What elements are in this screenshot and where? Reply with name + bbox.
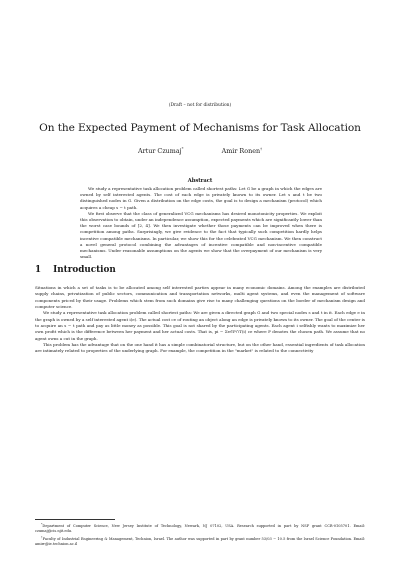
abstract-paragraph: We first observe that the class of generalized VCG mechanisms has desired monotonicity properties. We exploit this observation to obtain, under an independence assumption, expected payments which are significantly lower than the worst case bounds of [2, 4]. We then investigate whether those payments can be improved when there is competition among paths. Surprisingly, we give evidence to the fact that typically such competition hardly helps incentive compatible mechanisms. In particular, we show this for the celebrated VCG mechanism. We then construct a novel general protocol combining the advantages of incentive compatible and non-incentive compatible mechanisms. Under reasonable assumptions on the agents we show that the overpayment of our mechanism is very small. [80, 210, 322, 260]
section-heading [35, 265, 116, 275]
footnote-rule [35, 519, 115, 520]
author-mark: * [181, 146, 184, 151]
footnote [35, 522, 365, 535]
footnote-mark: † [41, 534, 43, 539]
body-paragraph: This problem has the advantage that on the one hand it has a simple combinatorial structure, but on the other hand, essential ingredients of task allocation are intimately related to properties of the underlying graph. For example, the competition in the "market" is related to the connectivity [35, 342, 365, 354]
footnote-text: Department of Computer Science, New Jersey Institute of Technology, Newark, NJ 07102, USA. Research supported in part by NSF grant CCR-0105701. Email: czumaj@cis.njit.edu. [35, 524, 365, 534]
section-title: Introduction [53, 265, 116, 275]
section-body [35, 285, 365, 355]
footnote-mark: * [41, 522, 43, 526]
paper-title: On the Expected Payment of Mechanisms for Task Allocation [39, 122, 361, 134]
body-paragraph: Situations in which a set of tasks is to be allocated among self interested parties appear in many economic domains. Among the examples are distributed supply chains, privatization of public sectors, communication and transportation networks, multi agent systems, and even the management of software components priced by their usage. Problems which stem from such domains give rise to many challenging questions on the border of mechanism design and computer science. [35, 285, 365, 310]
section-number: 1 [35, 265, 42, 275]
author-2 [222, 147, 262, 155]
body-paragraph: We study a representative task allocation problem called shortest paths: We are given a directed graph G and two special nodes s and t in it. Each edge e in the graph is owned by a self interested agent i(e). The actual cost ce of routing an object along an edge is privately known to its owner. The goal of the center is to acquire an s − t path and pay as little money as possible. This goal is not shared by the participating agents. Each agent i selfishly wants to maximize her own profit which is the difference between her payment and her actual costs. That is, pi − Σe∈P∩T(i) ce where P denotes the chosen path. We assume that no agent owns a cut in the graph. [35, 310, 365, 341]
abstract-paragraph: We study a representative task allocation problem called shortest paths: Let G be a graph in which the edges are owned by self interested agents. The cost of each edge is privately known to its owner. Let s and t be two distinguished nodes in G. Given a distribution on the edge costs, the goal is to design a mechanism (protocol) which acquires a cheap s − t path. [80, 186, 322, 210]
author-name: Amir Ronen [221, 147, 261, 156]
abstract-body [80, 186, 322, 260]
author-mark: † [260, 146, 262, 151]
footnote [35, 535, 365, 548]
footnotes [35, 522, 365, 547]
footnote-text: Faculty of Industrial Engineering & Management, Technion, Israel. The author was supported in part by grant number 53/03 − 10.5 from the Israel Science Foundation. Email: amirr@ie.technion.ac.il [35, 536, 365, 546]
author-name: Artur Czumaj [137, 147, 182, 156]
author-1 [138, 147, 184, 155]
abstract-heading: Abstract [187, 178, 213, 184]
author-list [0, 146, 400, 155]
draft-note: (Draft – not for distribution) [168, 103, 232, 108]
